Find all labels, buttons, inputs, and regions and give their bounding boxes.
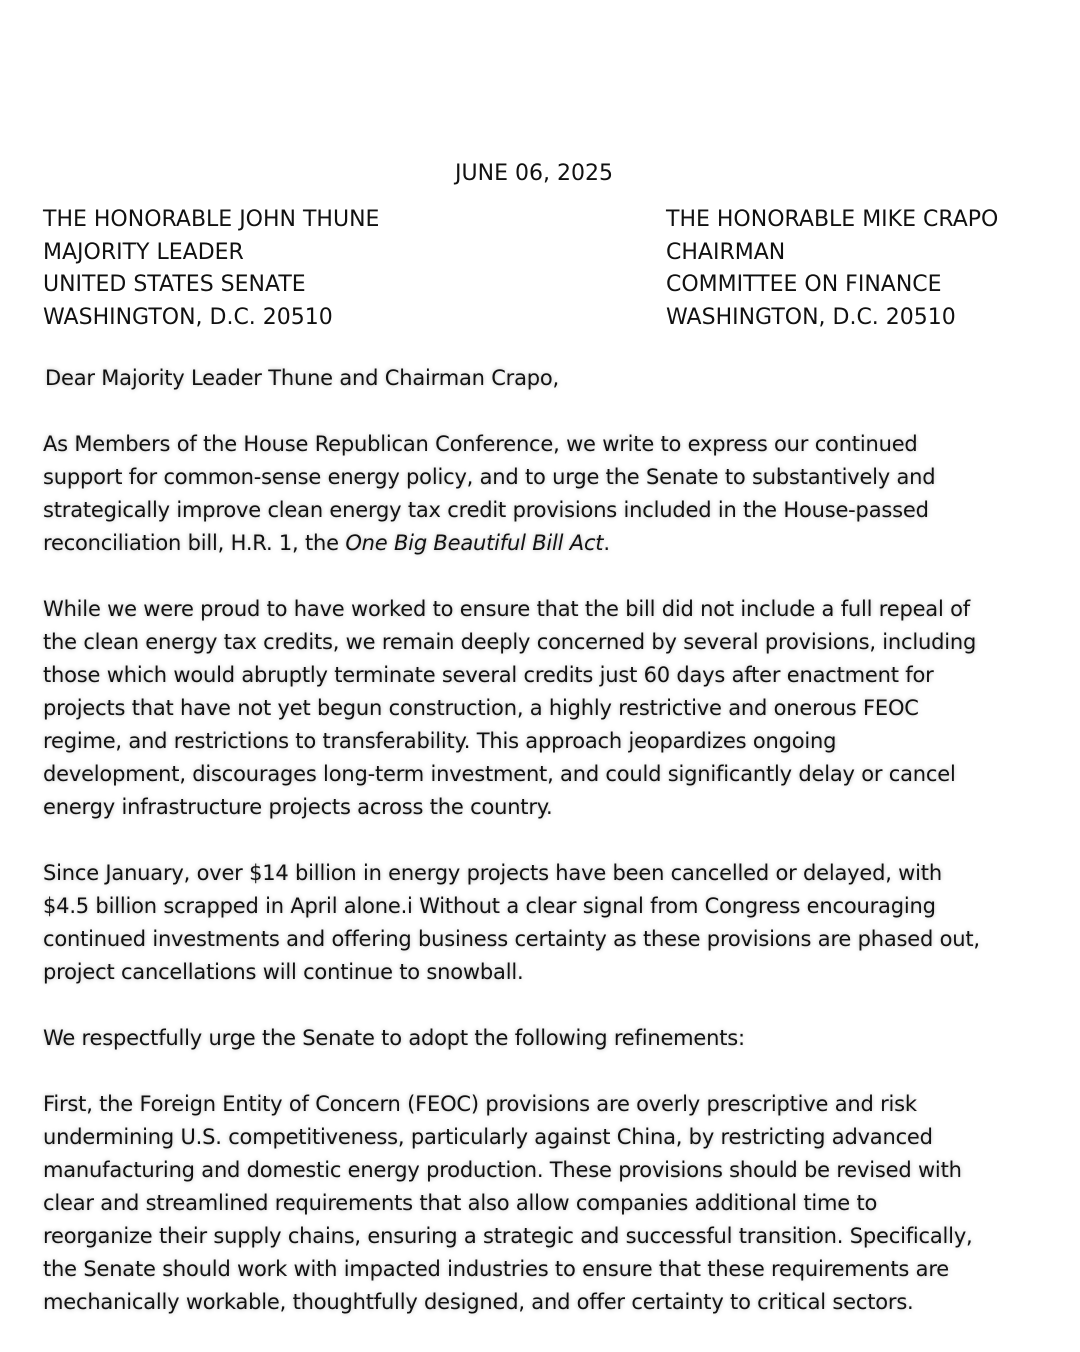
recipient-address-crapo	[666, 204, 1066, 334]
paragraph-line: strategically improve clean energy tax credit provisions included in the House-passed	[43, 498, 929, 522]
paragraph-line: As Members of the House Republican Conference, we write to express our continued	[43, 432, 918, 456]
address-line: COMMITTEE ON FINANCE	[666, 272, 942, 297]
address-line: THE HONORABLE JOHN THUNE	[43, 207, 380, 232]
paragraph-line: While we were proud to have worked to ensure that the bill did not include a full repeal of	[43, 597, 970, 621]
paragraph-cancellations	[43, 857, 1043, 989]
paragraph-line: Since January, over $14 billion in energy projects have been cancelled or delayed, with	[43, 861, 942, 885]
paragraph-feoc	[43, 1088, 1043, 1319]
paragraph-line: regime, and restrictions to transferability. This approach jeopardizes ongoing	[43, 729, 837, 753]
paragraph-line: the clean energy tax credits, we remain deeply concerned by several provisions, including	[43, 630, 977, 654]
paragraph-line: We respectfully urge the Senate to adopt the following refinements:	[43, 1026, 745, 1050]
paragraph-line: reorganize their supply chains, ensuring a strategic and successful transition. Specifically,	[43, 1224, 973, 1248]
letter-date: JUNE 06, 2025	[455, 161, 613, 186]
paragraph-line: support for common-sense energy policy, and to urge the Senate to substantively and	[43, 465, 936, 489]
bill-name: One Big Beautiful Bill Act	[345, 531, 604, 555]
paragraph-intro	[43, 428, 1043, 560]
paragraph-line: First, the Foreign Entity of Concern (FEOC) provisions are overly prescriptive and risk	[43, 1092, 917, 1116]
recipient-address-thune	[43, 204, 623, 334]
paragraph-line: the Senate should work with impacted industries to ensure that these requirements are	[43, 1257, 950, 1281]
salutation: Dear Majority Leader Thune and Chairman Crapo,	[45, 366, 560, 390]
paragraph-concerns	[43, 593, 1043, 824]
paragraph-line	[43, 527, 1043, 560]
letter-body	[43, 362, 1043, 1352]
paragraph-line: energy infrastructure projects across the country.	[43, 795, 553, 819]
address-line: WASHINGTON, D.C. 20510	[43, 304, 333, 330]
paragraph-line: development, discourages long-term investment, and could significantly delay or cancel	[43, 762, 956, 786]
paragraph-line: those which would abruptly terminate several credits just 60 days after enactment for	[43, 663, 934, 687]
paragraph-urge	[43, 1022, 1043, 1055]
paragraph-line: $4.5 billion scrapped in April alone.i Without a clear signal from Congress encouraging	[43, 894, 936, 918]
paragraph-line: manufacturing and domestic energy production. These provisions should be revised with	[43, 1158, 962, 1182]
address-line: THE HONORABLE MIKE CRAPO	[666, 207, 999, 232]
address-line: WASHINGTON, D.C. 20510	[666, 304, 956, 330]
address-line: CHAIRMAN	[666, 239, 786, 265]
paragraph-line: clear and streamlined requirements that also allow companies additional time to	[43, 1191, 878, 1215]
bill-reference-prefix: reconciliation bill, H.R. 1, the	[43, 531, 346, 555]
paragraph-line: continued investments and offering business certainty as these provisions are phased out,	[43, 927, 980, 951]
paragraph-line: projects that have not yet begun construction, a highly restrictive and onerous FEOC	[43, 696, 919, 720]
address-line: MAJORITY LEADER	[43, 239, 244, 265]
address-line: UNITED STATES SENATE	[43, 272, 306, 297]
paragraph-line: project cancellations will continue to snowball.	[43, 960, 524, 984]
paragraph-line: undermining U.S. competitiveness, particularly against China, by restricting advanced	[43, 1125, 933, 1149]
bill-reference-suffix: .	[603, 531, 610, 555]
paragraph-line: mechanically workable, thoughtfully designed, and offer certainty to critical sectors.	[43, 1290, 914, 1314]
